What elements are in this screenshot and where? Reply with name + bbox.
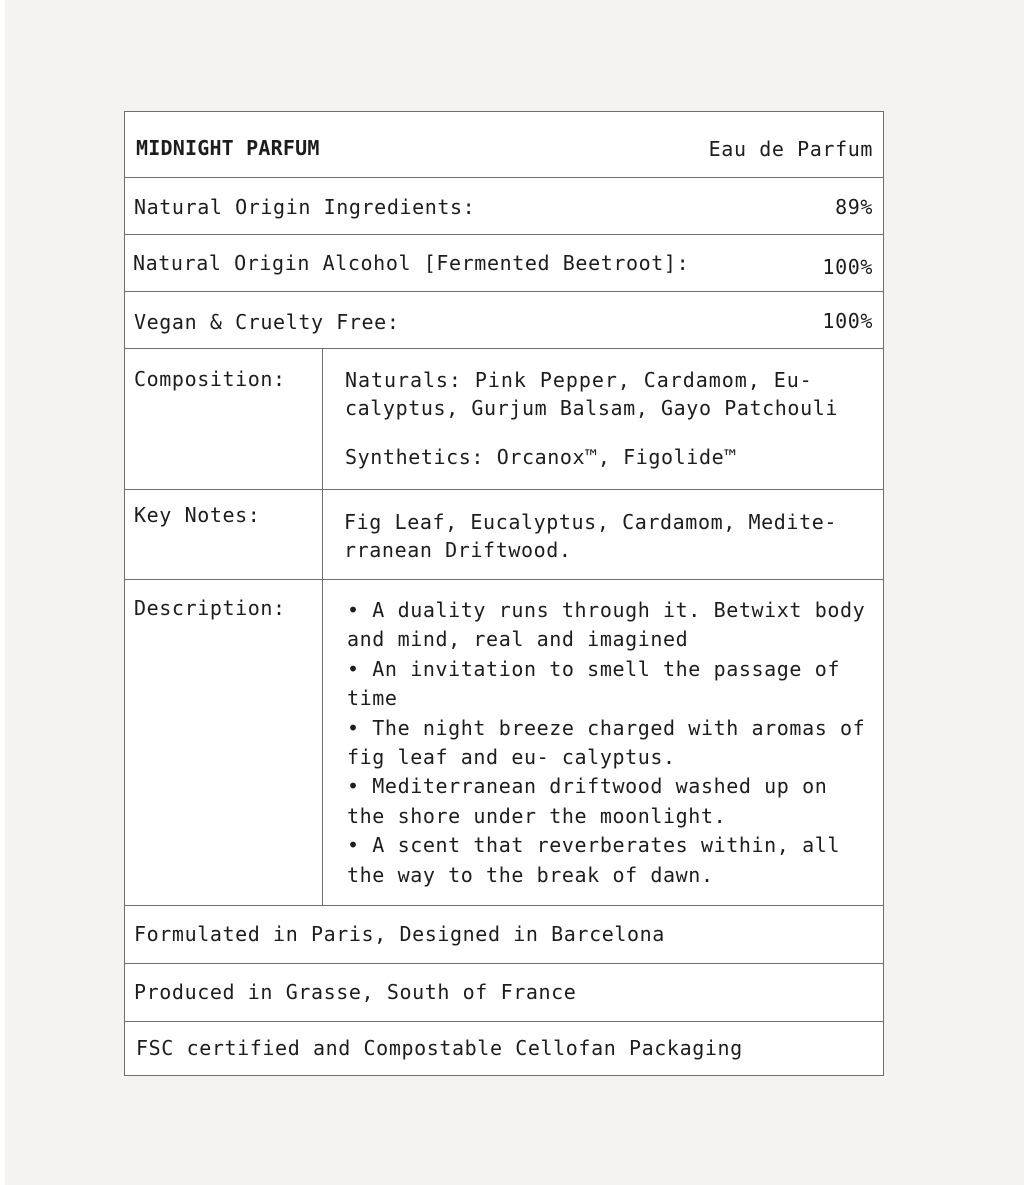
description-line: and mind, real and imagined [347,627,689,652]
stat-value: 89% [835,195,873,219]
description-line: fig leaf and eu- calyptus. [347,745,676,770]
packaging-row [125,1022,883,1075]
product-type: Eau de Parfum [708,137,873,161]
column-divider [322,580,323,905]
formulated-row [125,906,883,964]
stat-row-vegan [125,292,883,349]
stat-row-natural-ingredients [125,178,883,235]
composition-label: Composition: [134,367,286,391]
description-line: • An invitation to smell the passage of [347,656,840,681]
description-line: • A duality runs through it. Betwixt body [347,598,866,622]
description-line: the way to the break of dawn. [347,862,714,887]
description-list [347,596,865,890]
column-divider [322,349,323,489]
produced-text: Produced in Grasse, South of France [134,980,577,1004]
key-notes-line-1: Fig Leaf, Eucalyptus, Cardamom, Medite- [344,510,837,534]
formulated-text: Formulated in Paris, Designed in Barcelona [134,922,665,946]
composition-naturals-line-1: Naturals: Pink Pepper, Cardamom, Eu- [345,368,813,392]
description-label: Description: [134,596,286,620]
description-line: time [347,686,398,711]
description-line: the shore under the moonlight. [347,803,727,828]
product-label-card [124,111,884,1076]
product-name: MIDNIGHT PARFUM [136,136,320,160]
composition-synthetics: Synthetics: Orcanox™, Figolide™ [345,445,737,469]
stat-label: Natural Origin Alcohol [Fermented Beetroot]: [133,251,690,275]
key-notes-row [125,490,883,580]
column-divider [322,490,323,579]
description-row [125,580,883,906]
description-line: • Mediterranean driftwood washed up on [347,774,828,799]
composition-row [125,349,883,490]
key-notes-label: Key Notes: [134,503,261,527]
stat-value: 100% [822,255,873,279]
packaging-text: FSC certified and Compostable Cellofan Packaging [136,1036,743,1060]
stat-value: 100% [822,309,873,333]
composition-naturals-line-2: calyptus, Gurjum Balsam, Gayo Patchouli [345,396,838,420]
stat-label: Natural Origin Ingredients: [134,195,476,219]
produced-row [125,964,883,1022]
key-notes-line-2: rranean Driftwood. [344,538,572,562]
stat-row-natural-alcohol [125,235,883,292]
stat-label: Vegan & Cruelty Free: [134,310,400,334]
header-row [125,112,883,178]
description-line: • A scent that reverberates within, all [347,833,840,858]
description-line: • The night breeze charged with aromas of [347,715,866,740]
